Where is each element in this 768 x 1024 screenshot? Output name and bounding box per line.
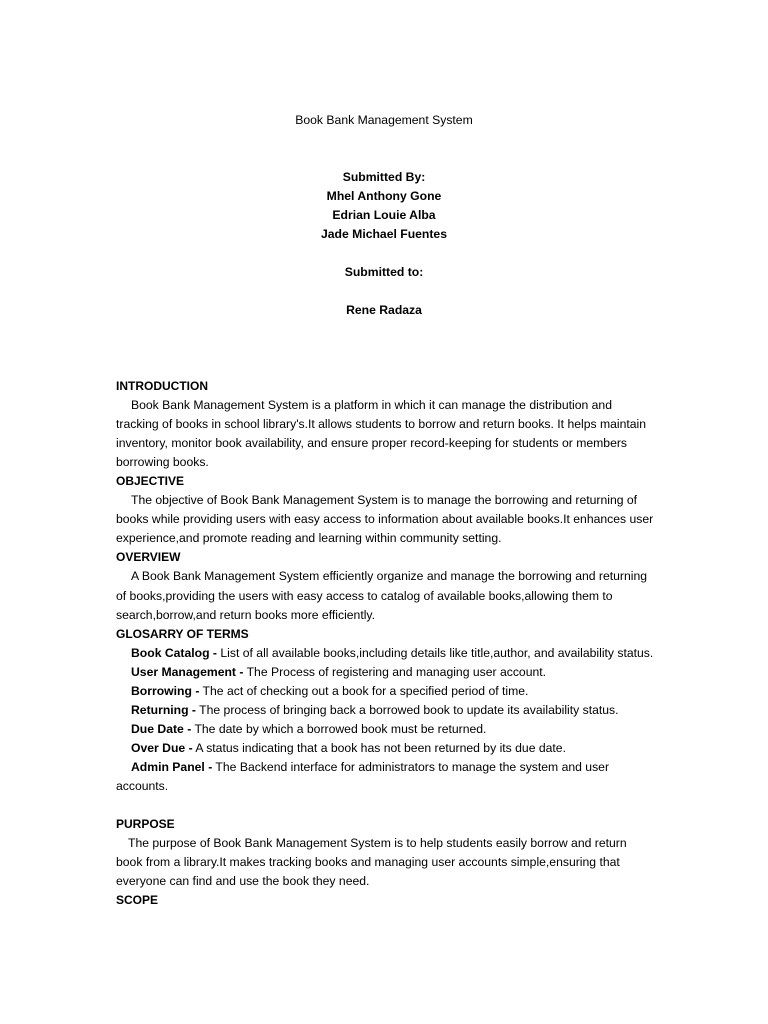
glossary-term: Returning - (131, 702, 196, 717)
submitted-by-label: Submitted By: (342, 170, 426, 184)
glossary-definition: List of all available books,including details like title,author, and availability status. (217, 645, 654, 660)
cover-block (0, 111, 768, 130)
glossary-entry (116, 682, 656, 701)
glossary-term: Borrowing - (131, 683, 200, 698)
glossary-definition: The Backend interface for administrators to manage the system and user accounts. (116, 759, 610, 793)
glossary-entry (116, 701, 656, 720)
overview-paragraph: A Book Bank Management System efficiently organize and manage the borrowing and returning of books,providing the users with easy access to catalog of available books,allowing them to search,borrow,and return books more efficiently. (116, 569, 648, 622)
objective-paragraph: The objective of Book Bank Management System is to manage the borrowing and returning of books while providing users with easy access to information about available books.It enhances user experience,and promote reading and learning within community setting. (116, 493, 654, 546)
section-heading-purpose: PURPOSE (116, 817, 175, 832)
glossary-definition: The act of checking out a book for a specified period of time. (199, 683, 529, 698)
purpose-paragraph: The purpose of Book Bank Management System is to help students easily borrow and return book from a library.It makes tracking books and managing user accounts simple,ensuring that everyone can find and use the book they need. (116, 836, 627, 889)
submitted-to-label: Submitted to: (344, 265, 424, 279)
spacer (116, 796, 656, 815)
section-heading-objective: OBJECTIVE (116, 474, 185, 489)
section-heading-overview: OVERVIEW (116, 550, 181, 565)
glossary-term: User Management - (131, 664, 244, 679)
glossary-entry (116, 663, 656, 682)
section-heading-glossary: GLOSARRY OF TERMS (116, 626, 249, 641)
glossary-definition: The date by which a borrowed book must be returned. (191, 721, 487, 736)
glossary-definition: The process of bringing back a borrowed book to update its availability status. (196, 702, 619, 717)
glossary-entry (116, 644, 656, 663)
glossary-entry (116, 720, 656, 739)
glossary-term: Over Due - (131, 740, 193, 755)
glossary-term: Due Date - (131, 721, 192, 736)
section-heading-introduction: INTRODUCTION (116, 379, 208, 393)
author-name: Edrian Louie Alba (332, 208, 436, 222)
introduction-paragraph: Book Bank Management System is a platform in which it can manage the distribution and tracking of books in school library's.It allows students to borrow and return books. It helps maintain inventory, monitor book availability, and ensure proper record-keeping for students or members borrowing books. (116, 398, 647, 470)
submitted-to-block (0, 263, 768, 282)
submitted-by-block (0, 168, 768, 244)
glossary-entry (116, 758, 656, 796)
glossary-term: Book Catalog - (131, 645, 217, 660)
glossary-definition: The Process of registering and managing user account. (243, 664, 547, 679)
recipient-block (0, 301, 768, 320)
glossary-definition: A status indicating that a book has not been returned by its due date. (192, 740, 566, 755)
document-body (116, 377, 656, 910)
author-name: Jade Michael Fuentes (321, 227, 447, 241)
glossary-entry (116, 739, 656, 758)
author-name: Mhel Anthony Gone (326, 189, 442, 203)
document-title: Book Bank Management System (295, 113, 473, 127)
recipient-name: Rene Radaza (346, 303, 422, 317)
glossary-term: Admin Panel - (131, 759, 213, 774)
section-heading-scope: SCOPE (116, 893, 159, 908)
